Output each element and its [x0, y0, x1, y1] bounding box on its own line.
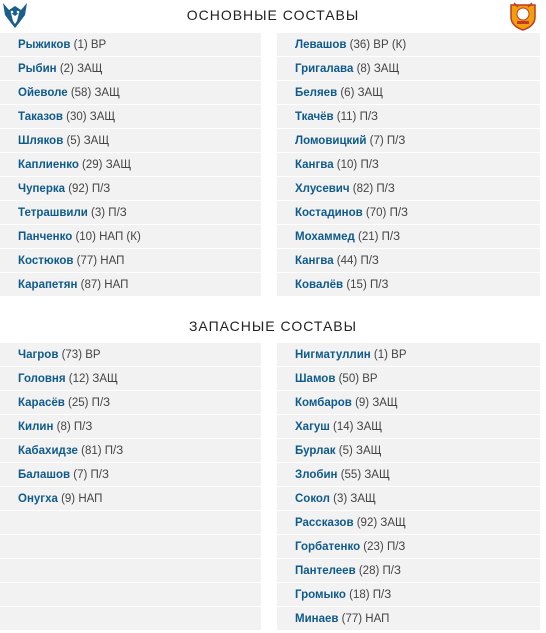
player-name[interactable]: Панченко [18, 231, 73, 243]
player-info: (73) ВР [58, 349, 101, 361]
player-info: (87) НАП [77, 279, 129, 291]
player-row[interactable] [0, 415, 261, 439]
player-row[interactable] [0, 343, 261, 367]
player-row[interactable] [0, 201, 261, 225]
player-name[interactable]: Чуперка [18, 183, 65, 195]
player-info: (3) П/З [87, 207, 127, 219]
player-row[interactable] [0, 105, 261, 129]
player-name[interactable]: Рыжиков [18, 39, 71, 51]
player-info: (29) ЗАЩ [78, 159, 132, 171]
player-row[interactable] [0, 153, 261, 177]
player-info: (2) ЗАЩ [56, 63, 103, 75]
player-name[interactable]: Комбаров [295, 397, 352, 409]
player-name[interactable]: Бурлак [295, 445, 336, 457]
player-info: (14) ЗАЩ [329, 421, 383, 433]
player-row[interactable] [277, 559, 540, 583]
subs-away-list [277, 343, 540, 631]
player-name[interactable]: Хлусевич [295, 183, 350, 195]
player-row[interactable] [0, 249, 261, 273]
subs-title: ЗАПАСНЫЕ СОСТАВЫ [188, 318, 358, 334]
player-row[interactable] [0, 391, 261, 415]
player-info: (50) ВР [335, 373, 378, 385]
player-row[interactable] [0, 273, 261, 297]
player-row[interactable] [277, 391, 540, 415]
player-row [0, 583, 261, 607]
player-info: (77) НАП [73, 255, 125, 267]
player-name[interactable]: Балашов [18, 469, 71, 481]
player-info: (5) ЗАЩ [335, 445, 382, 457]
player-row [0, 607, 261, 631]
player-row [0, 535, 261, 559]
main-lineups-title: ОСНОВНЫЕ СОСТАВЫ [186, 7, 360, 23]
player-name[interactable]: Ковалёв [295, 279, 344, 291]
player-row[interactable] [277, 487, 540, 511]
player-row[interactable] [277, 33, 540, 57]
player-info: (77) НАП [338, 613, 390, 625]
player-row[interactable] [277, 511, 540, 535]
player-name[interactable]: Карасёв [18, 397, 65, 409]
player-row[interactable] [277, 273, 540, 297]
player-name[interactable]: Онугха [18, 493, 58, 505]
player-name[interactable]: Нигматуллин [295, 349, 371, 361]
player-info: (9) НАП [57, 493, 103, 505]
player-name[interactable]: Рассказов [295, 517, 354, 529]
player-name[interactable]: Шамов [295, 373, 336, 385]
player-row [0, 559, 261, 583]
player-info: (11) П/З [333, 111, 378, 123]
player-name[interactable]: Кангва [295, 255, 334, 267]
player-row[interactable] [277, 367, 540, 391]
player-row[interactable] [0, 33, 261, 57]
player-row[interactable] [277, 343, 540, 367]
player-name[interactable]: Кангва [295, 159, 334, 171]
player-info: (81) П/З [77, 445, 124, 457]
player-row[interactable] [0, 367, 261, 391]
player-info: (44) П/З [333, 255, 379, 267]
player-row[interactable] [0, 129, 261, 153]
player-name[interactable]: Хагуш [295, 421, 330, 433]
player-info: (9) ЗАЩ [351, 397, 398, 409]
player-name[interactable]: Ломовицкий [295, 135, 367, 147]
player-name[interactable]: Костюков [18, 255, 74, 267]
player-row[interactable] [277, 57, 540, 81]
player-row[interactable] [277, 129, 540, 153]
player-row[interactable] [277, 81, 540, 105]
player-info: (3) ЗАЩ [329, 493, 376, 505]
subs-home-list [0, 343, 261, 631]
player-info: (1) ВР [70, 39, 107, 51]
player-info: (1) ВР [370, 349, 407, 361]
player-info: (21) П/З [354, 231, 401, 243]
player-row[interactable] [277, 583, 540, 607]
main-away-list [277, 33, 540, 297]
player-name[interactable]: Рыбин [18, 63, 57, 75]
player-name[interactable]: Левашов [295, 39, 347, 51]
player-info: (23) П/З [360, 541, 406, 553]
player-row[interactable] [0, 439, 261, 463]
player-info: (25) П/З [64, 397, 111, 409]
player-info: (10) П/З [333, 159, 379, 171]
player-row[interactable] [0, 81, 261, 105]
player-info: (10) НАП (К) [72, 231, 141, 243]
player-row[interactable] [0, 463, 261, 487]
player-row[interactable] [277, 201, 540, 225]
player-row[interactable] [0, 177, 261, 201]
lineups-header [0, 0, 546, 30]
player-row[interactable] [277, 177, 540, 201]
player-row[interactable] [277, 153, 540, 177]
player-name[interactable]: Мохаммед [295, 231, 355, 243]
player-row[interactable] [277, 105, 540, 129]
player-info: (15) П/З [343, 279, 389, 291]
player-name[interactable]: Пантелеев [295, 565, 356, 577]
player-name[interactable]: Ойеволе [18, 87, 68, 99]
player-info: (8) П/З [53, 421, 93, 433]
player-row[interactable] [277, 225, 540, 249]
player-name[interactable]: Тетрашвили [18, 207, 88, 219]
player-name[interactable]: Килин [18, 421, 54, 433]
arsenal-tula-logo-icon [508, 1, 536, 29]
player-name[interactable]: Чагров [18, 349, 59, 361]
player-info: (58) ЗАЩ [67, 87, 120, 99]
player-name[interactable]: Горбатенко [295, 541, 361, 553]
player-name[interactable]: Беляев [295, 87, 338, 99]
player-info: (7) П/З [70, 469, 109, 481]
player-row[interactable] [277, 535, 540, 559]
player-info: (8) ЗАЩ [353, 63, 400, 75]
main-home-list [0, 33, 261, 297]
player-info: (5) ЗАЩ [63, 135, 110, 147]
player-name[interactable]: Головня [18, 373, 66, 385]
player-info: (92) ЗАЩ [353, 517, 406, 529]
player-info: (28) П/З [355, 565, 401, 577]
player-name[interactable]: Громыко [295, 589, 346, 601]
player-info: (82) П/З [349, 183, 395, 195]
player-name[interactable]: Кабахидзе [18, 445, 78, 457]
player-row [0, 511, 261, 535]
player-info: (12) ЗАЩ [65, 373, 118, 385]
player-row[interactable] [277, 415, 540, 439]
player-name[interactable]: Костадинов [295, 207, 363, 219]
player-name[interactable]: Шляков [18, 135, 64, 147]
player-name[interactable]: Сокол [295, 493, 330, 505]
player-info: (30) ЗАЩ [62, 111, 116, 123]
player-row[interactable] [0, 225, 261, 249]
player-name[interactable]: Злобин [295, 469, 338, 481]
player-row[interactable] [277, 607, 540, 631]
player-info: (6) ЗАЩ [337, 87, 383, 99]
player-row[interactable] [0, 487, 261, 511]
player-name[interactable]: Григалава [295, 63, 354, 75]
player-name[interactable]: Минаев [295, 613, 339, 625]
player-row[interactable] [277, 439, 540, 463]
player-name[interactable]: Каплиенко [18, 159, 79, 171]
player-row[interactable] [277, 463, 540, 487]
player-info: (18) П/З [345, 589, 392, 601]
player-info: (55) ЗАЩ [337, 469, 390, 481]
player-info: (92) П/З [65, 183, 111, 195]
player-name[interactable]: Ткачёв [295, 111, 334, 123]
player-row[interactable] [277, 249, 540, 273]
player-info: (7) П/З [366, 135, 406, 147]
player-row[interactable] [0, 57, 261, 81]
player-info: (36) ВР (К) [346, 39, 407, 51]
player-name[interactable]: Карапетян [18, 279, 78, 291]
player-info: (70) П/З [362, 207, 408, 219]
player-name[interactable]: Таказов [18, 111, 63, 123]
